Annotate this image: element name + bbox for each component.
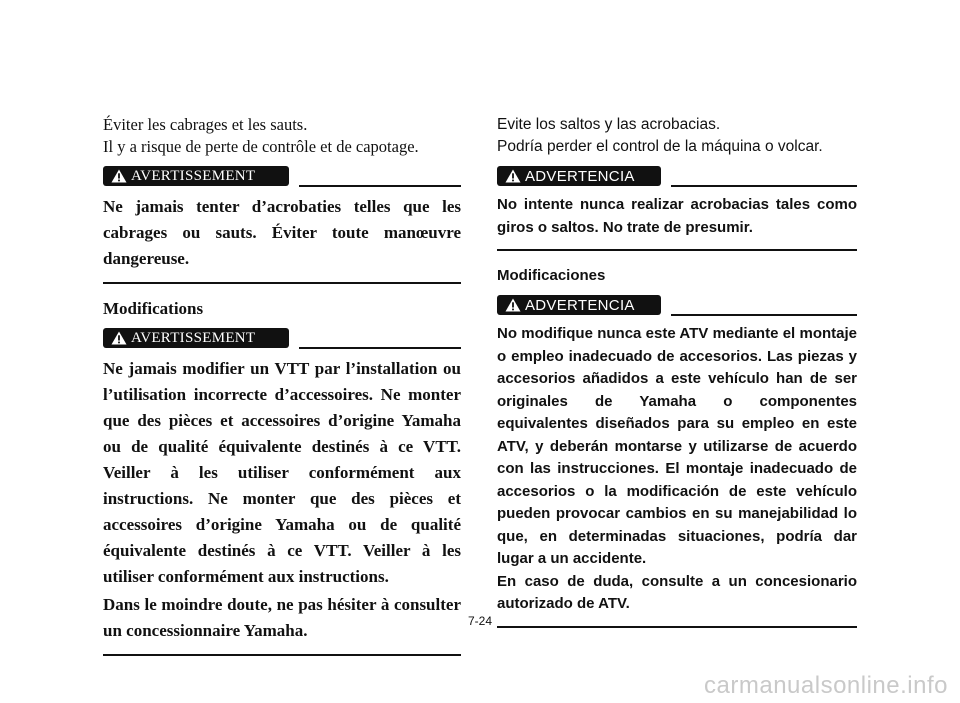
warning-badge	[103, 328, 289, 348]
warning-text: Ne jamais modifier un VTT par l’installation ou l’utilisation incorrecte d’accessoires. Ne monter que des pièces et accessoires d’origine Yamaha ou de qualité équivalente destinés à ce VTT. Veiller à les utiliser conformément aux instructions. Ne monter que des pièces et accessoires d’origine Yamaha ou de qualité équivalente destinés à ce VTT. Veiller à les utiliser conformément aux instructions.	[103, 359, 461, 586]
warning-rule	[671, 314, 857, 316]
warning-header	[497, 293, 857, 317]
warning-header	[497, 164, 857, 188]
warning-label: AVERTISSEMENT	[131, 167, 256, 184]
warning-rule	[671, 185, 857, 187]
warning-triangle-icon	[505, 169, 521, 183]
warning-text: Dans le moindre doute, ne pas hésiter à consulter un concessionnaire Yamaha.	[103, 595, 461, 640]
warning-label: AVERTISSEMENT	[131, 329, 256, 346]
warning-triangle-icon	[111, 169, 127, 183]
page-number: 7-24	[467, 614, 493, 628]
intro-line-2: Podría perder el control de la máquina o volcar.	[497, 138, 823, 155]
watermark: carmanualsonline.info	[704, 672, 948, 699]
intro-line-2: Il y a risque de perte de contrôle et de capotage.	[103, 137, 419, 156]
section-divider	[497, 626, 857, 628]
warning-triangle-icon	[505, 298, 521, 312]
warning-label: ADVERTENCIA	[525, 167, 635, 185]
french-column	[103, 114, 461, 656]
section-heading: Modificaciones	[497, 267, 606, 284]
warning-rule	[299, 185, 461, 187]
section-heading: Modifications	[103, 299, 204, 318]
warning-text: En caso de duda, consulte a un concesionario autorizado de ATV.	[497, 572, 857, 612]
section-divider	[497, 249, 857, 251]
warning-triangle-icon	[111, 331, 127, 345]
section-divider	[103, 654, 461, 656]
warning-badge	[497, 166, 661, 186]
warning-header	[103, 164, 461, 188]
section-divider	[103, 282, 461, 284]
warning-text: No modifique nunca este ATV mediante el montaje o empleo inadecuado de accesorios. Las piezas y accesorios añadidos a este vehículo han de ser originales de Yamaha o componentes equivalentes diseñados para su empleo en este ATV, y deberán montarse y utilizarse de acuerdo con las instrucciones. El montaje inadecuado de accesorios o la modificación de este vehículo pueden provocar cambios en su manejabilidad lo que, en determinadas situaciones, podría dar lugar a un accidente.	[497, 325, 857, 567]
intro-line-1: Éviter les cabrages et les sauts.	[103, 115, 308, 134]
warning-header	[103, 326, 461, 350]
warning-text: Ne jamais tenter d’acrobaties telles que les cabrages ou sauts. Éviter toute manœuvre dangereuse.	[103, 197, 461, 268]
warning-badge	[103, 166, 289, 186]
spanish-column	[497, 114, 857, 628]
warning-text: No intente nunca realizar acrobacias tales como giros o saltos. No trate de presumir.	[497, 196, 857, 236]
warning-badge	[497, 295, 661, 315]
warning-label: ADVERTENCIA	[525, 296, 635, 314]
intro-line-1: Evite los saltos y las acrobacias.	[497, 116, 721, 133]
warning-rule	[299, 347, 461, 349]
